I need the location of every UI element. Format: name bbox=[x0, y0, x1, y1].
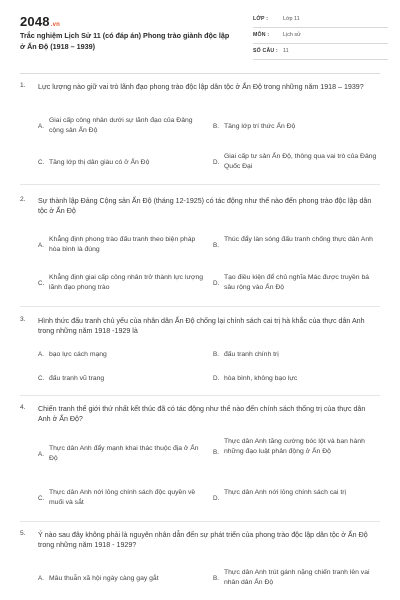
question-text: Ý nào sau đây không phải là nguyên nhân dẫn đến sự phát triển của phong trào độc lập dân tộc ở Ấn Độ trong những năm 1918 - 1929? bbox=[38, 531, 368, 549]
question-separator bbox=[20, 184, 380, 185]
option-text: Thúc đẩy làn sóng đấu tranh chống thực dân Anh bbox=[224, 236, 373, 243]
meta-key-grade: LỚP : bbox=[253, 16, 269, 22]
meta-value-count: 11 bbox=[283, 48, 289, 54]
option-text: Thực dân Anh nới lỏng chính sách độc quyền về muối và sắt bbox=[49, 489, 196, 506]
header-divider bbox=[20, 73, 380, 74]
option-letter: B. bbox=[213, 351, 219, 358]
question-text: Hình thức đấu tranh chủ yếu của nhân dân Ấn Độ chống lại chính sách cai trị hà khắc của thực dân Anh trong những năm 1918 -1929 là bbox=[38, 317, 365, 335]
option-a[interactable] bbox=[38, 574, 213, 586]
meta-value-grade: Lớp 11 bbox=[283, 16, 300, 22]
question-2 bbox=[20, 196, 382, 306]
question-text: Sự thành lập Đảng Cộng sản Ấn Độ (tháng 12-1925) có tác động như thế nào đến phong trào độc lập dân tộc ở Ấn Độ bbox=[38, 197, 372, 215]
option-b[interactable] bbox=[213, 116, 378, 138]
question-4 bbox=[20, 404, 382, 522]
meta-row-subject bbox=[253, 28, 388, 44]
question-1 bbox=[20, 82, 382, 172]
meta-value-subject: Lịch sử bbox=[283, 32, 301, 38]
logo-text: 2048 bbox=[20, 14, 50, 29]
option-c[interactable] bbox=[38, 273, 203, 295]
option-text: Mâu thuẫn xã hội ngày càng gay gắt bbox=[49, 575, 159, 582]
option-letter: C. bbox=[38, 280, 45, 287]
option-letter: C. bbox=[38, 495, 45, 502]
option-text: Khẳng định phong trào đấu tranh theo biện pháp hòa bình là đúng bbox=[49, 236, 196, 253]
option-letter: D. bbox=[213, 495, 220, 502]
question-number: 5. bbox=[20, 530, 26, 537]
option-a[interactable] bbox=[38, 350, 203, 362]
option-text: đấu tranh vũ trang bbox=[49, 375, 105, 382]
question-3 bbox=[20, 316, 382, 396]
option-a[interactable] bbox=[38, 235, 203, 257]
option-d[interactable] bbox=[213, 273, 378, 295]
question-number: 3. bbox=[20, 316, 26, 323]
question-separator bbox=[20, 306, 380, 307]
meta-key-count: SỐ CÂU : bbox=[253, 48, 278, 54]
option-text: đấu tranh chính trị bbox=[224, 351, 279, 358]
document-title: Trắc nghiệm Lịch Sử 11 (có đáp án) Phong trào giành độc lập ở Ấn Độ (1918 – 1939) bbox=[20, 31, 230, 51]
option-text: Giai cấp tư sản Ấn Độ, thông qua vai trò của Đảng Quốc Đại bbox=[224, 153, 377, 170]
site-logo[interactable] bbox=[20, 14, 60, 29]
option-text: Tạo điều kiện để chủ nghĩa Mác được truyền bá sâu rộng vào Ấn Độ bbox=[224, 274, 370, 291]
question-5 bbox=[20, 530, 382, 598]
meta-row-grade bbox=[253, 12, 388, 28]
option-text: bạo lực cách mạng bbox=[49, 351, 107, 358]
option-b[interactable] bbox=[213, 350, 378, 362]
option-d[interactable] bbox=[213, 488, 378, 510]
option-letter: A. bbox=[38, 123, 44, 130]
option-letter: D. bbox=[213, 159, 220, 166]
question-separator bbox=[20, 521, 380, 522]
option-letter: C. bbox=[38, 159, 45, 166]
option-text: Thực dân Anh tăng cường bóc lột và ban hành những đạo luật phản động ở Ấn Độ bbox=[224, 438, 365, 455]
option-letter: B. bbox=[213, 123, 219, 130]
option-letter: B. bbox=[213, 575, 219, 582]
meta-table bbox=[253, 12, 388, 60]
option-letter: B. bbox=[213, 449, 219, 456]
question-number: 1. bbox=[20, 82, 26, 89]
option-b[interactable] bbox=[213, 437, 378, 471]
option-text: Tầng lớp thị dân giàu có ở Ấn Độ bbox=[49, 159, 150, 166]
question-separator bbox=[20, 395, 380, 396]
option-letter: C. bbox=[38, 375, 45, 382]
option-text: hòa bình, không bạo lực bbox=[224, 375, 298, 382]
logo-suffix: .vn bbox=[50, 22, 61, 28]
question-text: Chiến tranh thế giới thứ nhất kết thúc đã có tác động như thế nào đến chính sách thống trị của thực dân Anh ở Ấn Độ? bbox=[38, 405, 366, 423]
option-d[interactable] bbox=[213, 152, 378, 174]
question-number: 2. bbox=[20, 196, 26, 203]
option-b[interactable] bbox=[213, 235, 378, 257]
option-a[interactable] bbox=[38, 444, 203, 466]
meta-key-subject: MÔN : bbox=[253, 32, 270, 38]
option-letter: D. bbox=[213, 280, 220, 287]
option-text: Thực dân Anh nới lỏng chính sách cai trị bbox=[224, 489, 346, 496]
option-c[interactable] bbox=[38, 488, 203, 510]
option-letter: A. bbox=[38, 242, 44, 249]
option-d[interactable] bbox=[213, 374, 378, 386]
question-number: 4. bbox=[20, 404, 26, 411]
option-b[interactable] bbox=[213, 568, 378, 590]
option-text: Giai cấp công nhân dưới sự lãnh đạo của Đảng cộng sản Ấn Độ bbox=[49, 117, 193, 134]
option-letter: D. bbox=[213, 375, 220, 382]
option-text: Khẳng định giai cấp công nhân trở thành lực lượng lãnh đạo phong trào bbox=[49, 274, 204, 291]
option-c[interactable] bbox=[38, 374, 203, 386]
option-text: Thực dân Anh trút gánh nặng chiến tranh lên vai nhân dân Ấn Độ bbox=[224, 569, 370, 586]
option-a[interactable] bbox=[38, 116, 203, 138]
option-letter: A. bbox=[38, 351, 44, 358]
meta-row-count bbox=[253, 44, 388, 60]
option-text: Thực dân Anh đẩy mạnh khai thác thuộc địa ở Ấn Độ bbox=[49, 445, 199, 462]
question-text: Lực lượng nào giữ vai trò lãnh đạo phong trào độc lập dân tộc ở Ấn Độ trong những năm 1918 – 1939? bbox=[38, 83, 364, 91]
worksheet-header bbox=[0, 0, 400, 70]
option-text: Tầng lớp trí thức Ấn Độ bbox=[224, 123, 296, 130]
option-letter: A. bbox=[38, 575, 44, 582]
option-c[interactable] bbox=[38, 152, 203, 174]
option-letter: B. bbox=[213, 242, 219, 249]
option-letter: A. bbox=[38, 451, 44, 458]
